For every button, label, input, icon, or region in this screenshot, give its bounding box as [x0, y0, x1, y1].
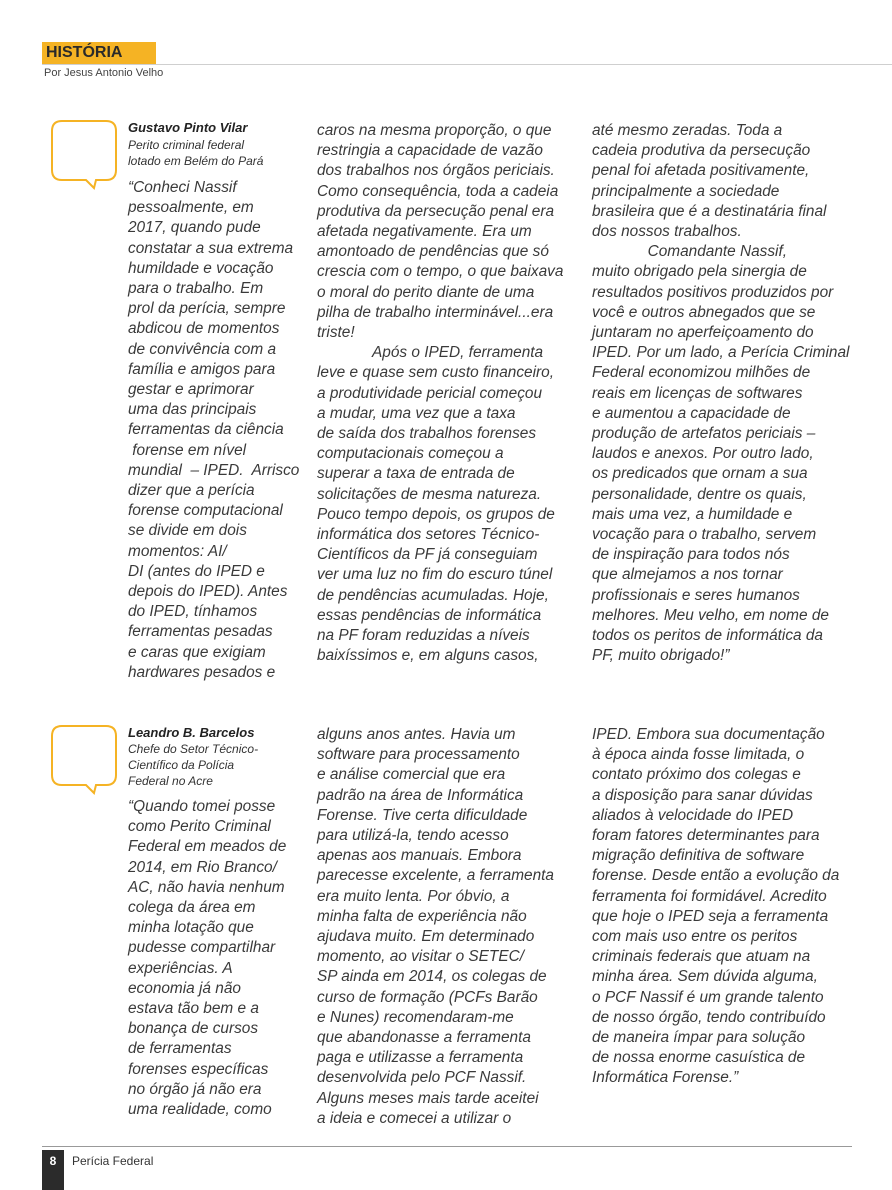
page-number: 8: [42, 1150, 64, 1190]
text-line: e aumentou a capacidade de: [592, 404, 791, 422]
text-line: mais uma vez, a humildade e: [592, 505, 793, 523]
text-line: foram fatores determinantes para: [592, 827, 820, 845]
author-role-line: Chefe do Setor Técnico-: [128, 742, 259, 756]
text-line: AC, não havia nenhum: [128, 878, 285, 896]
text-line: brasileira que é a destinatária final: [592, 202, 827, 220]
footer-rule: [42, 1146, 852, 1147]
text-line: 2014, em Rio Branco/: [128, 858, 277, 876]
text-line: para o trabalho. Em: [128, 280, 264, 298]
text-line: pessoalmente, em: [128, 199, 254, 217]
text-column: [592, 121, 849, 666]
text-line: colega da área em: [128, 899, 256, 917]
text-line: padrão na área de Informática: [317, 786, 524, 804]
author-name: Gustavo Pinto Vilar: [128, 120, 248, 135]
text-line: “Quando tomei posse: [128, 798, 276, 815]
text-line: a produtividade pericial começou: [317, 384, 543, 402]
text-line: Alguns meses mais tarde aceitei: [317, 1089, 539, 1107]
text-line: Comandante Nassif,: [592, 243, 788, 261]
text-line: amontoado de pendências que só: [317, 243, 549, 261]
text-line: estava tão bem e a: [128, 1000, 259, 1018]
text-line: família e amigos para: [128, 360, 276, 378]
text-line: à época ainda fosse limitada, o: [592, 746, 805, 764]
text-line: resultados positivos produzidos por: [592, 283, 834, 301]
text-line: pilha de trabalho interminável...era: [317, 303, 554, 321]
byline: Por Jesus Antonio Velho: [44, 67, 164, 79]
text-line: momentos: AI/: [128, 542, 227, 560]
text-line: IPED. Por um lado, a Perícia Criminal: [592, 344, 850, 362]
text-line: ferramentas pesadas: [128, 623, 273, 641]
text-line: triste!: [317, 324, 355, 342]
text-line: computacionais começou a: [317, 445, 504, 463]
text-line: prol da perícia, sempre: [128, 300, 286, 318]
text-line: profissionais e seres humanos: [592, 586, 800, 604]
text-line: informática dos setores Técnico-: [317, 526, 540, 544]
text-line: todos os peritos de informática da: [592, 627, 823, 645]
text-line: Após o IPED, ferramenta: [317, 344, 544, 362]
text-line: migração definitiva de software: [592, 847, 805, 865]
text-line: o moral do perito diante de uma: [317, 283, 535, 301]
text-line: de pendências acumuladas. Hoje,: [317, 586, 549, 604]
text-line: até mesmo zeradas. Toda a: [592, 122, 783, 139]
text-line: constatar a sua extrema: [128, 239, 294, 257]
text-line: para utilizá-la, tendo acesso: [317, 827, 509, 845]
text-column: [128, 797, 286, 1120]
author-role-line: Científico da Polícia: [128, 758, 235, 772]
text-column: [128, 178, 299, 683]
text-line: superar a taxa de entrada de: [317, 465, 515, 483]
text-line: afetada negativamente. Era um: [317, 223, 532, 241]
text-line: os predicados que ornam a sua: [592, 465, 808, 483]
text-line: melhores. Meu velho, em nome de: [592, 606, 829, 624]
text-line: ferramenta foi formidável. Acredito: [592, 887, 827, 905]
text-line: parecesse excelente, a ferramenta: [317, 867, 554, 885]
text-line: dos trabalhos nos órgãos periciais.: [317, 162, 555, 180]
text-line: que hoje o IPED seja a ferramenta: [592, 907, 829, 925]
text-line: juntaram no aperfeiçoamento do: [592, 324, 814, 342]
text-line: ajudava muito. Em determinado: [317, 928, 535, 946]
text-line: PF, muito obrigado!”: [592, 647, 730, 665]
text-line: e caras que exigiam: [128, 643, 266, 661]
text-line: gestar e aprimorar: [128, 381, 254, 399]
text-line: ver uma luz no fim do escuro túnel: [317, 566, 553, 584]
text-line: experiências. A: [128, 959, 233, 977]
text-line: abdicou de momentos: [128, 320, 280, 338]
text-line: forense computacional: [128, 502, 283, 520]
section-tag: HISTÓRIA: [42, 42, 156, 64]
text-line: você e outros abnegados que se: [592, 303, 816, 321]
text-line: minha falta de experiência não: [317, 907, 527, 925]
text-line: restringia a capacidade de vazão: [317, 142, 543, 160]
header-rule: [42, 64, 892, 65]
text-line: como Perito Criminal: [128, 818, 271, 836]
text-line: penal foi afetada positivamente,: [592, 162, 810, 180]
text-line: aliados à velocidade do IPED: [592, 806, 794, 824]
text-line: curso de formação (PCFs Barão: [317, 988, 538, 1006]
text-line: de ferramentas: [128, 1040, 232, 1058]
text-line: na PF foram reduzidas a níveis: [317, 627, 530, 645]
text-line: cadeia produtiva da persecução: [592, 142, 811, 160]
text-line: laudos e anexos. Por outro lado,: [592, 445, 814, 463]
author-role-line: Perito criminal federal: [128, 138, 245, 152]
text-column: [317, 121, 563, 666]
text-line: forenses específicas: [128, 1060, 269, 1078]
text-line: era muito lenta. Por óbvio, a: [317, 887, 510, 905]
text-line: minha lotação que: [128, 919, 254, 937]
text-line: reais em licenças de softwares: [592, 384, 803, 402]
author-role-line: Federal no Acre: [128, 774, 213, 788]
text-line: vocação para o trabalho, servem: [592, 526, 817, 544]
text-line: mundial – IPED. Arrisco: [128, 461, 300, 479]
speech-bubble-icon: [50, 120, 118, 190]
text-line: forense em nível: [128, 441, 247, 459]
text-line: Federal economizou milhões de: [592, 364, 811, 382]
text-line: com mais uso entre os peritos: [592, 928, 798, 946]
text-line: DI (antes do IPED e: [128, 562, 265, 580]
text-line: apenas aos manuais. Embora: [317, 847, 522, 865]
text-line: leve e quase sem custo financeiro,: [317, 364, 554, 382]
text-line: contato próximo dos colegas e: [592, 766, 801, 784]
text-column: [592, 725, 839, 1089]
text-line: paga e utilizasse a ferramenta: [317, 1049, 524, 1067]
text-line: que almejamos a nos tornar: [592, 566, 783, 584]
text-line: SP ainda em 2014, os colegas de: [317, 968, 547, 986]
text-line: de convivência com a: [128, 340, 276, 358]
text-line: Científicos da PF já conseguiam: [317, 546, 538, 564]
text-line: principalmente a sociedade: [592, 182, 780, 200]
text-line: que abandonasse a ferramenta: [317, 1029, 531, 1047]
text-line: a mudar, uma vez que a taxa: [317, 404, 516, 422]
text-line: desenvolvida pelo PCF Nassif.: [317, 1069, 527, 1087]
text-line: se divide em dois: [128, 522, 247, 540]
text-line: essas pendências de informática: [317, 606, 542, 624]
speech-bubble-icon: [50, 725, 118, 795]
text-line: de maneira ímpar para solução: [592, 1029, 806, 1047]
text-line: Como consequência, toda a cadeia: [317, 182, 559, 200]
text-line: de nosso órgão, tendo contribuído: [592, 1008, 826, 1026]
text-line: software para processamento: [317, 746, 520, 764]
text-line: momento, ao visitar o SETEC/: [317, 948, 524, 966]
text-line: muito obrigado pela sinergia de: [592, 263, 807, 281]
author-name: Leandro B. Barcelos: [128, 725, 255, 740]
text-line: Federal em meados de: [128, 838, 287, 856]
text-line: de inspiração para todos nós: [592, 546, 790, 564]
text-line: e Nunes) recomendaram-me: [317, 1008, 514, 1026]
text-column: [317, 725, 554, 1129]
text-line: Informática Forense.”: [592, 1069, 739, 1087]
text-line: ferramentas da ciência: [128, 421, 284, 439]
text-line: a ideia e comecei a utilizar o: [317, 1109, 512, 1127]
publication-name: Perícia Federal: [72, 1154, 154, 1168]
text-line: criminais federais que atuam na: [592, 948, 811, 966]
author-role-line: lotado em Belém do Pará: [128, 154, 264, 168]
text-line: baixíssimos e, em alguns casos,: [317, 647, 539, 665]
text-line: dizer que a perícia: [128, 482, 255, 500]
text-line: o PCF Nassif é um grande talento: [592, 988, 824, 1006]
text-line: “Conheci Nassif: [128, 179, 237, 196]
text-line: e análise comercial que era: [317, 766, 506, 784]
text-line: forense. Desde então a evolução da: [592, 867, 840, 885]
text-line: a disposição para sanar dúvidas: [592, 786, 813, 804]
text-line: solicitações de mesma natureza.: [317, 485, 542, 503]
text-line: do IPED, tínhamos: [128, 603, 258, 621]
text-line: caros na mesma proporção, o que: [317, 122, 552, 139]
text-line: bonança de cursos: [128, 1020, 259, 1038]
text-line: produção de artefatos periciais –: [592, 425, 816, 443]
text-line: produtiva da persecução penal era: [317, 202, 555, 220]
text-line: alguns anos antes. Havia um: [317, 726, 516, 743]
text-line: uma realidade, como: [128, 1101, 272, 1119]
text-line: IPED. Embora sua documentação: [592, 726, 825, 743]
text-line: hardwares pesados e: [128, 663, 276, 681]
text-line: economia já não: [128, 979, 241, 997]
text-line: dos nossos trabalhos.: [592, 223, 742, 241]
text-line: 2017, quando pude: [128, 219, 261, 237]
text-line: de saída dos trabalhos forenses: [317, 425, 537, 443]
text-line: crescia com o tempo, o que baixava: [317, 263, 564, 281]
text-line: pudesse compartilhar: [128, 939, 276, 957]
text-line: uma das principais: [128, 401, 257, 419]
text-line: personalidade, dentre os quais,: [592, 485, 807, 503]
text-line: no órgão já não era: [128, 1080, 262, 1098]
text-line: Forense. Tive certa dificuldade: [317, 806, 528, 824]
text-line: depois do IPED). Antes: [128, 583, 288, 601]
text-line: humildade e vocação: [128, 259, 274, 277]
text-line: minha área. Sem dúvida alguma,: [592, 968, 818, 986]
text-line: Pouco tempo depois, os grupos de: [317, 505, 555, 523]
text-line: de nossa enorme casuística de: [592, 1049, 806, 1067]
